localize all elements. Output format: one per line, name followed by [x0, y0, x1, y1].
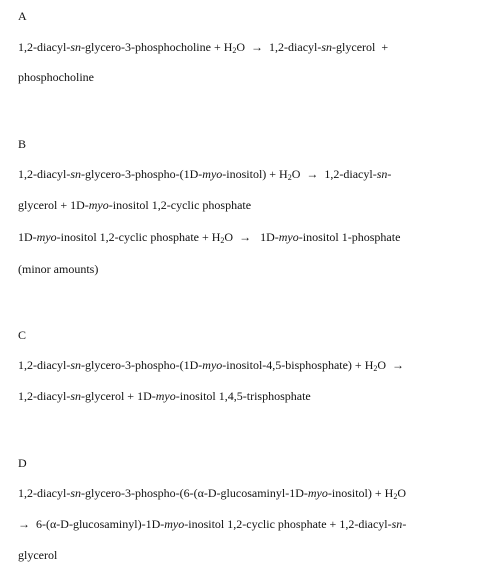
section-c-line-1 — [18, 358, 404, 376]
italic-text: sn — [321, 40, 333, 54]
text-segment: glycerol — [18, 548, 58, 562]
italic-text: myo — [88, 198, 109, 212]
text-segment: O → 1,2-diacyl- — [291, 167, 377, 181]
section-label-b: B — [18, 137, 27, 151]
text-segment: -inositol) + H — [222, 167, 288, 181]
subscript-text: 2 — [393, 492, 398, 501]
text-segment: -glycero-3-phosphocholine + H — [80, 40, 233, 54]
text-segment: 1,2-diacyl- — [18, 389, 71, 403]
italic-text: myo — [278, 230, 299, 244]
italic-text: sn — [70, 358, 81, 372]
section-d-line-3 — [18, 548, 57, 562]
section-b-line-4 — [18, 262, 98, 276]
italic-text: myo — [202, 358, 223, 372]
section-label-c: C — [18, 328, 27, 342]
text-segment: - — [402, 517, 407, 531]
text-segment: → 6-(α-D-glucosaminyl)-1D- — [18, 517, 165, 531]
section-d-line-1 — [18, 486, 406, 504]
text-segment: -inositol-4,5-bisphosphate) + H — [222, 358, 374, 372]
section-b-line-1 — [18, 167, 391, 185]
text-segment: 1,2-diacyl- — [18, 358, 71, 372]
section-a-line-1 — [18, 40, 388, 58]
text-segment: O — [397, 486, 406, 500]
italic-text: myo — [164, 517, 185, 531]
text-segment: -glycero-3-phospho-(6-(α-D-glucosaminyl-1D- — [80, 486, 308, 500]
text-segment: -inositol 1,2-cyclic phosphate — [108, 198, 252, 212]
section-c-line-2 — [18, 389, 311, 403]
text-segment: - — [387, 167, 392, 181]
section-b-line-2 — [18, 198, 251, 212]
text-segment: -inositol 1-phosphate — [298, 230, 401, 244]
text-segment: -inositol 1,2-cyclic phosphate + H — [56, 230, 221, 244]
text-segment: -glycero-3-phospho-(1D- — [80, 167, 203, 181]
italic-text: sn — [376, 167, 388, 181]
italic-text: sn — [70, 486, 81, 500]
italic-text: myo — [36, 230, 57, 244]
italic-text: myo — [202, 167, 223, 181]
text-segment: O → 1D- — [224, 230, 279, 244]
subscript-text: 2 — [232, 46, 237, 55]
text-segment: O → 1,2-diacyl- — [236, 40, 322, 54]
text-segment: -inositol 1,4,5-trisphosphate — [175, 389, 311, 403]
text-segment: 1,2-diacyl- — [18, 40, 71, 54]
text-segment: -glycero-3-phospho-(1D- — [80, 358, 203, 372]
subscript-text: 2 — [287, 173, 292, 182]
subscript-text: 2 — [373, 364, 378, 373]
section-b-line-3 — [18, 230, 400, 248]
italic-text: myo — [155, 389, 176, 403]
text-segment: glycerol + 1D- — [18, 198, 89, 212]
italic-text: sn — [70, 389, 81, 403]
section-d-line-2 — [18, 517, 406, 531]
subscript-text: 2 — [220, 236, 225, 245]
italic-text: sn — [391, 517, 403, 531]
section-label-d: D — [18, 456, 27, 470]
text-segment: phosphocholine — [18, 70, 94, 84]
text-segment: 1D- — [18, 230, 37, 244]
italic-text: sn — [70, 40, 81, 54]
text-segment: (minor amounts) — [18, 262, 99, 276]
text-segment: 1,2-diacyl- — [18, 486, 71, 500]
text-segment: -glycerol + 1D- — [80, 389, 156, 403]
section-label-a: A — [18, 9, 27, 23]
text-segment: -inositol 1,2-cyclic phosphate + 1,2-diacyl- — [184, 517, 392, 531]
text-segment: 1,2-diacyl- — [18, 167, 71, 181]
text-segment: -inositol) + H — [327, 486, 394, 500]
section-a-line-2 — [18, 70, 94, 84]
italic-text: sn — [70, 167, 81, 181]
italic-text: myo — [307, 486, 328, 500]
text-segment: -glycerol + — [332, 40, 389, 54]
text-segment: O → — [377, 358, 405, 372]
